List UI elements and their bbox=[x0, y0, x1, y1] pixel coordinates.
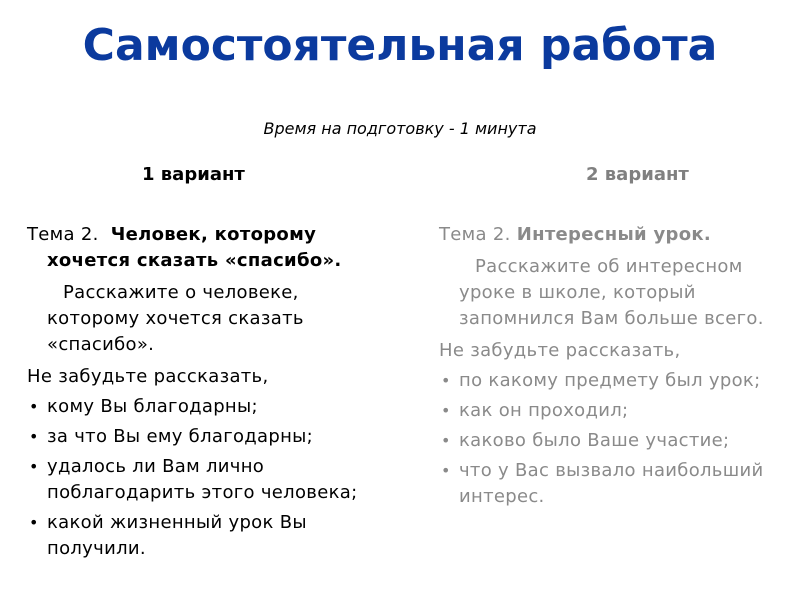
bullet-icon: • bbox=[441, 431, 451, 450]
variant-1-intro: Не забудьте рассказать, bbox=[27, 366, 269, 387]
bullet-icon: • bbox=[29, 513, 39, 532]
list-item: • какой жизненный урок Вы получили. bbox=[29, 512, 307, 559]
list-item: • что у Вас вызвало наибольший интерес. bbox=[441, 460, 764, 507]
variant-2-description: Расскажите об интересном уроке в школе, который запомнился Вам больше всего. bbox=[459, 256, 764, 329]
variant-2-intro: Не забудьте рассказать, bbox=[439, 340, 681, 361]
variant-2-topic-prefix: Тема 2. bbox=[439, 224, 511, 245]
list-item: • по какому предмету был урок; bbox=[439, 368, 799, 394]
subtitle: Время на подготовку - 1 минута bbox=[263, 119, 537, 138]
variant-1-topic-title: Человек, которому хочется сказать «спасибо». bbox=[47, 224, 342, 271]
page-title: Самостоятельная работа bbox=[82, 20, 718, 71]
variant-2-list bbox=[439, 368, 799, 510]
list-item: • кому Вы благодарны; bbox=[27, 394, 397, 420]
variant-1-heading: 1 вариант bbox=[142, 164, 245, 185]
variant-2-topic-title: Интересный урок. bbox=[516, 224, 712, 245]
list-item: • как он проходил; bbox=[439, 398, 799, 424]
variant-2-topic bbox=[439, 222, 799, 248]
list-item: • каково было Ваше участие; bbox=[439, 428, 799, 454]
variant-1-description: Расскажите о человеке, которому хочется сказать «спасибо». bbox=[47, 282, 304, 355]
variant-1-topic-prefix: Тема 2. bbox=[27, 224, 99, 245]
bullet-icon: • bbox=[29, 427, 39, 446]
variant-1-list bbox=[27, 394, 397, 562]
variant-2-column bbox=[439, 222, 799, 514]
variant-1-column bbox=[27, 222, 397, 566]
bullet-icon: • bbox=[29, 457, 39, 476]
bullet-icon: • bbox=[441, 401, 451, 420]
list-item: • за что Вы ему благодарны; bbox=[27, 424, 397, 450]
bullet-icon: • bbox=[441, 461, 451, 480]
list-item: • удалось ли Вам лично поблагодарить этого человека; bbox=[29, 456, 358, 503]
bullet-icon: • bbox=[441, 371, 451, 390]
variant-1-topic bbox=[27, 222, 397, 274]
variant-2-heading: 2 вариант bbox=[586, 164, 689, 185]
bullet-icon: • bbox=[29, 397, 39, 416]
